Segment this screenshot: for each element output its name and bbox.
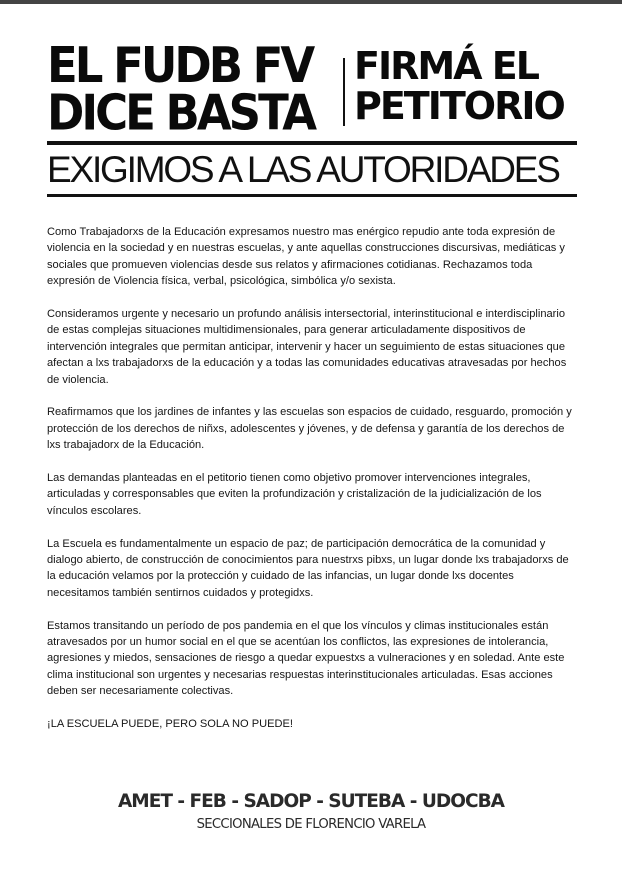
headline-divider xyxy=(343,58,345,126)
paragraph-2: Consideramos urgente y necesario un profundo análisis intersectorial, interinstitucional e interdisciplinario de estas complejas situaciones multidimensionales, para generar articuladamente dispositivos de intervención integrales que permitan anticipar, intervenir y hacer un seguimiento de estas situaciones que afectan a lxs trabajadorxs de la educación y a todas las comunidades educativas atravesadas por hechos de violencia. xyxy=(47,308,567,386)
paragraph-4: Las demandas planteadas en el petitorio tienen como objetivo promover intervenciones integrales, articuladas y corresponsables que eviten la profundización y cristalización de la judicialización de los vínculos escolares. xyxy=(47,472,542,517)
petition-line-1: FIRMÁ EL xyxy=(354,44,538,88)
headline-line-2: DICE BASTA xyxy=(47,84,315,142)
main-headline xyxy=(47,36,315,142)
petition-line-2: PETITORIO xyxy=(354,84,564,128)
flyer-header xyxy=(47,36,577,142)
bottom-rule xyxy=(47,194,577,197)
seccionales-label: SECCIONALES DE FLORENCIO VARELA xyxy=(196,817,426,832)
organizations-list: AMET - FEB - SADOP - SUTEBA - UDOCBA xyxy=(117,791,504,812)
subheading: EXIGIMOS A LAS AUTORIDADES xyxy=(47,149,559,190)
closing-slogan: ¡LA ESCUELA PUEDE, PERO SOLA NO PUEDE! xyxy=(47,718,293,731)
headline-line-1: EL FUDB FV xyxy=(47,36,313,94)
top-rule xyxy=(47,141,577,145)
top-border xyxy=(0,0,622,4)
paragraph-3: Reafirmamos que los jardines de infantes y las escuelas son espacios de cuidado, resguardo, promoción y protección de los derechos de niñxs, adolescentes y jóvenes, y de defensa y garantía de los derechos de lxs trabajadorx de la Educación. xyxy=(47,406,572,452)
paragraph-5: La Escuela es fundamentalmente un espacio de paz; de participación democrática de la comunidad y dialogo abierto, de construcción de conocimientos para nuestrxs pibxs, un lugar donde lxs trabajadorxs de la educación velamos por la protección y cuidado de las infancias, un lugar donde lxs docentes necesitamos también sentirnos cuidados y protegidxs. xyxy=(47,537,569,599)
signatories-footer xyxy=(0,790,622,836)
statement-body xyxy=(47,224,579,733)
paragraph-1: Como Trabajadorxs de la Educación expresamos nuestro mas enérgico repudio ante toda expresión de violencia en la sociedad y en nuestras escuelas, y ante aquellas construcciones discursivas, mediáticas y sociales que promueven violencias desde sus relatos y afirmaciones cotidianas. Rechazamos toda expresión de Violencia física, verbal, psicológica, simbólica y/o sexista. xyxy=(47,226,565,288)
paragraph-6: Estamos transitando un período de pos pandemia en el que los vínculos y climas institucionales están atravesados por un humor social en el que se acentúan los conflictos, las expresiones de intolerancia, agresiones y miedos, sensaciones de riesgo a quedar expuestxs a vulneraciones y en soledad. Ante este clima institucional son urgentes y necesarias respuestas interinstitucionales articuladas. Esas acciones deben ser necesariamente colectivas. xyxy=(47,619,565,698)
petition-call xyxy=(354,46,564,126)
